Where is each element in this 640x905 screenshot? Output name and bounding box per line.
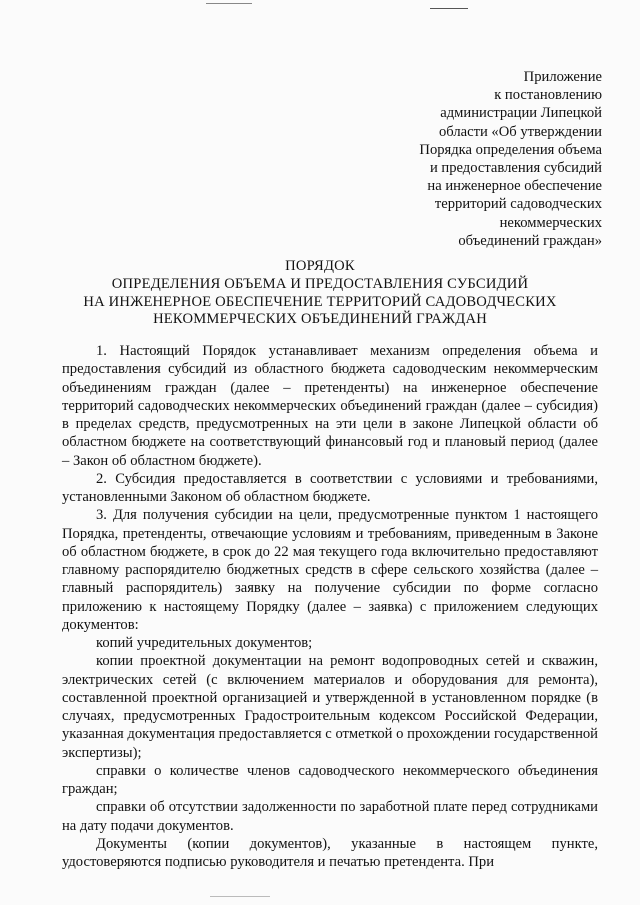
paragraph-certification: Документы (копии документов), указанные в настоящем пункте, удостоверяются подписью руководителя и печатью претендента. При bbox=[62, 835, 598, 870]
title-line: НА ИНЖЕНЕРНОЕ ОБЕСПЕЧЕНИЕ ТЕРРИТОРИЙ САДОВОДЧЕСКИХ bbox=[83, 293, 557, 310]
document-list-item: справки о количестве членов садоводческого некоммерческого объединения граждан; bbox=[62, 762, 598, 797]
appendix-line: Порядка определения объема bbox=[419, 141, 602, 158]
paragraph-1: 1. Настоящий Порядок устанавливает механизм определения объема и предоставления субсидий из областного бюджета садоводческим некоммерческим объединениям граждан (далее – претенденты) на инженерное обеспечение территорий садоводческих некоммерческих объединений граждан (далее – субсидия) в пределах средств, предусмотренных на эти цели в законе Липецкой области об областном бюджете на соответствующий финансовый год и плановый период (далее – Закон об областном бюджете). bbox=[62, 343, 598, 469]
document-list-item: справки об отсутствии задолженности по заработной плате перед сотрудниками на дату подачи документов. bbox=[62, 799, 598, 834]
appendix-line: территорий садоводческих bbox=[434, 196, 602, 213]
appendix-line: объединений граждан» bbox=[458, 232, 602, 249]
scan-artifact-line bbox=[210, 896, 270, 897]
document-list-item: копий учредительных документов; bbox=[96, 635, 313, 651]
appendix-line: некоммерческих bbox=[499, 214, 602, 231]
title-line: НЕКОММЕРЧЕСКИХ ОБЪЕДИНЕНИЙ ГРАЖДАН bbox=[153, 311, 487, 328]
appendix-line: Приложение bbox=[523, 69, 602, 85]
appendix-line: администрации Липецкой bbox=[440, 105, 602, 122]
appendix-line: на инженерное обеспечение bbox=[427, 178, 602, 195]
document-list-item: копии проектной документации на ремонт водопроводных сетей и скважин, электрических сетей (с включением материалов и оборудования для ремонта), составленной проектной организацией и утвержденной в установленном порядке (в случаях, предусмотренных Градостроительным кодексом Российской Федерации, указанная документация предоставляется с отметкой о прохождении государственной экспертизы); bbox=[62, 653, 598, 761]
document-title bbox=[0, 258, 640, 329]
appendix-note bbox=[342, 68, 602, 250]
appendix-line: и предоставления субсидий bbox=[429, 160, 602, 177]
paragraph-2: 2. Субсидия предоставляется в соответствии с условиями и требованиями, установленными Законом об областном бюджете. bbox=[62, 470, 598, 505]
scan-artifact-line bbox=[430, 8, 468, 9]
appendix-line: области «Об утверждении bbox=[438, 123, 602, 140]
scan-artifact-line bbox=[206, 3, 252, 4]
title-line: ПОРЯДОК bbox=[285, 258, 355, 274]
paragraph-3: 3. Для получения субсидии на цели, предусмотренные пунктом 1 настоящего Порядка, претенденты, отвечающие условиям и требованиям, приведенным в Законе об областном бюджете, в срок до 22 мая текущего года включительно предоставляют главному распорядителю бюджетных средств в сфере сельского хозяйства (далее – главный распорядитель) заявку на получение субсидии по форме согласно приложению к настоящему Порядку (далее – заявка) с приложением следующих документов: bbox=[62, 507, 598, 633]
title-line: ОПРЕДЕЛЕНИЯ ОБЪЕМА И ПРЕДОСТАВЛЕНИЯ СУБСИДИЙ bbox=[111, 275, 529, 292]
appendix-line: к постановлению bbox=[494, 87, 602, 104]
document-body bbox=[62, 342, 598, 871]
